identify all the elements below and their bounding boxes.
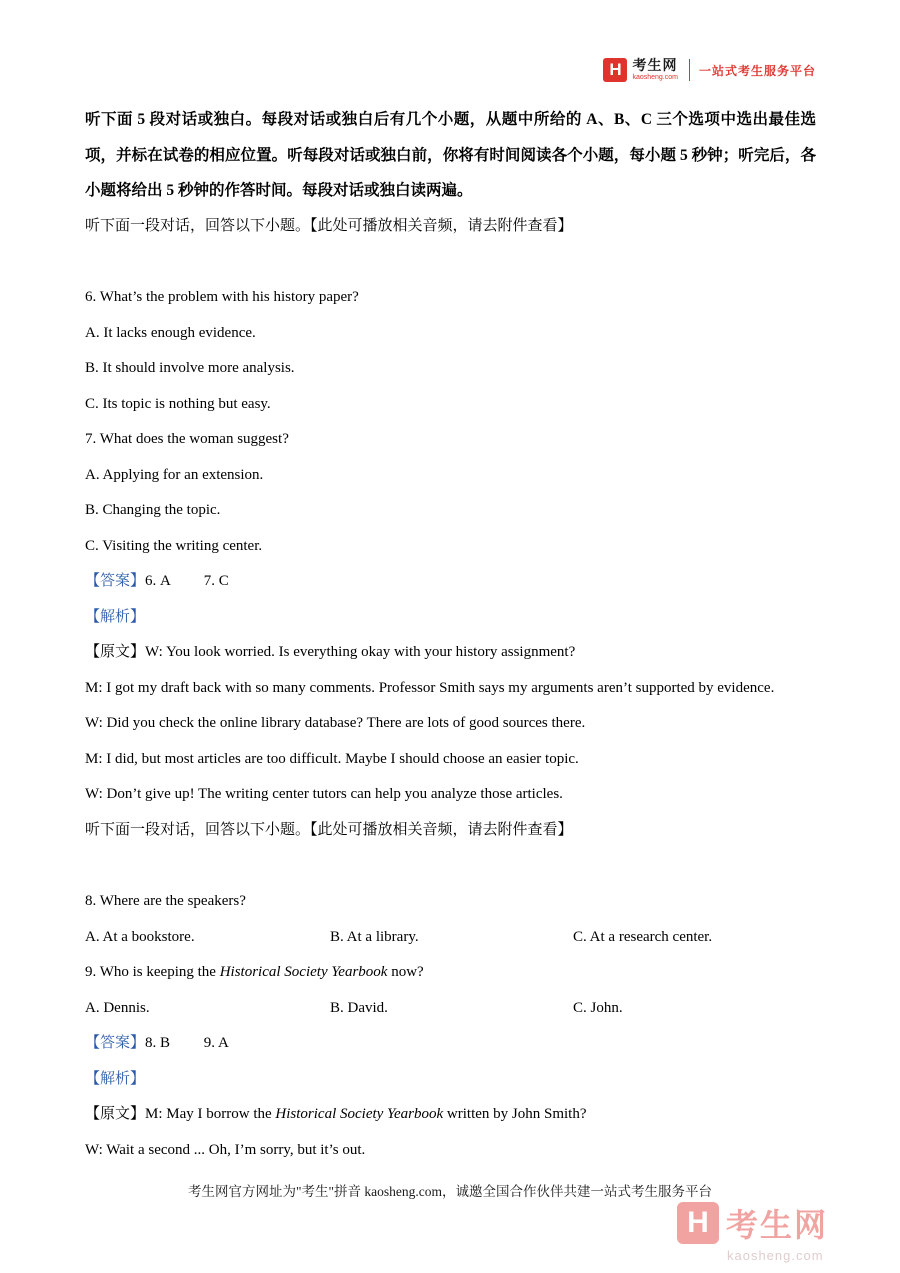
text-segment: 8. B 9. A xyxy=(145,1035,229,1051)
answer-label: 【答案】 xyxy=(85,1035,146,1051)
text-segment: 6. What’s the problem with his history paper? xyxy=(85,289,359,305)
text-segment: W: Did you check the online library database? There are lots of good sources there. xyxy=(85,715,586,731)
text-segment: 6. A 7. C xyxy=(145,573,229,589)
kaosheng-logo-icon: H xyxy=(603,58,627,82)
option-cell: A. At a bookstore. xyxy=(85,928,195,945)
option-cell: C. At a research center. xyxy=(573,928,713,945)
kaosheng-logo-text xyxy=(632,58,678,81)
question-8-options xyxy=(85,920,816,956)
dialog-2-instruction xyxy=(85,813,816,849)
question-6 xyxy=(85,280,816,316)
option-cell: C. John. xyxy=(573,999,623,1016)
dialog-1-instruction xyxy=(85,209,816,245)
answers-8-9 xyxy=(85,1026,816,1062)
text-segment: M: I did, but most articles are too difficult. Maybe I should choose an easier topic. xyxy=(85,750,579,767)
answers-6-7 xyxy=(85,564,816,600)
transcript-2-line-1 xyxy=(85,1097,816,1133)
option-cell: B. At a library. xyxy=(330,928,419,945)
question-9-options xyxy=(85,991,816,1027)
option-cell: B. David. xyxy=(330,999,388,1016)
watermark-brand-domain: kaosheng.com xyxy=(726,1248,824,1263)
analysis-label-1 xyxy=(85,600,816,636)
text-segment: Historical Society Yearbook xyxy=(219,964,388,980)
question-8 xyxy=(85,884,816,920)
text-segment: Historical Society Yearbook xyxy=(275,1106,444,1122)
transcript-2-line-2 xyxy=(85,1133,816,1169)
transcript-1-line-1 xyxy=(85,635,816,671)
question-9 xyxy=(85,955,816,991)
exam-content xyxy=(85,102,816,1168)
question-6-option-b xyxy=(85,351,816,387)
text-segment: 听下面一段对话，回答以下小题。【此处可播放相关音频，请去附件查看】 xyxy=(85,217,573,234)
text-segment: 听下面一段对话，回答以下小题。【此处可播放相关音频，请去附件查看】 xyxy=(85,821,573,838)
analysis-label: 【解析】 xyxy=(85,608,146,625)
text-segment: C. Visiting the writing center. xyxy=(85,537,263,554)
option-cell: A. Dennis. xyxy=(85,999,150,1016)
spacer xyxy=(85,848,816,884)
transcript-1-line-5 xyxy=(85,777,816,813)
text-segment: 【原文】W: You look worried. Is everything okay with your history assignment? xyxy=(85,644,576,660)
question-7-option-c xyxy=(85,529,816,565)
text-segment: M: I got my draft back with so many comments. Professor Smith says my arguments aren’t supported by evidence. xyxy=(85,679,775,696)
transcript-1-line-4 xyxy=(85,742,816,778)
text-segment: 9. Who is keeping the xyxy=(85,964,220,980)
listening-section-instructions xyxy=(85,102,816,209)
watermark-brand-name: 考生网 xyxy=(725,1207,828,1243)
text-segment: 8. Where are the speakers? xyxy=(85,893,246,909)
text-segment: 听下面 5 段对话或独白。每段对话或独白后有几个小题，从题中所给的 A、B、C 三个选项中选出最佳选项，并标在试卷的相应位置。听每段对话或独白前，你将有时间阅读各个小题，每小题 5 秒钟；听完后，各小题将给出 5 秒钟的作答时间。每段对话或独白读两遍。 xyxy=(85,111,816,199)
page-footer: 考生网官方网址为"考生"拼音 kaosheng.com，诚邀全国合作伙伴共建一站式考生服务平台 xyxy=(187,1184,712,1199)
text-segment: now? xyxy=(387,964,424,980)
logo-separator xyxy=(689,59,690,81)
text-segment: B. Changing the topic. xyxy=(85,502,221,518)
brand-name: 考生网 xyxy=(632,57,678,74)
answer-label: 【答案】 xyxy=(85,573,146,589)
spacer xyxy=(85,244,816,280)
text-segment: B. It should involve more analysis. xyxy=(85,360,295,376)
transcript-1-line-2 xyxy=(85,671,816,707)
watermark-row xyxy=(677,1200,828,1246)
text-segment: W: Wait a second ... Oh, I’m sorry, but it’s out. xyxy=(85,1141,366,1158)
kaosheng-watermark xyxy=(677,1200,828,1263)
question-6-option-c xyxy=(85,387,816,423)
question-7-option-a xyxy=(85,458,816,494)
brand-domain: kaosheng.com xyxy=(632,73,678,81)
text-segment: C. Its topic is nothing but easy. xyxy=(85,395,271,412)
question-6-option-a xyxy=(85,316,816,352)
kaosheng-header-logo xyxy=(603,58,816,82)
text-segment: A. Applying for an extension. xyxy=(85,466,264,483)
text-segment: 【原文】M: May I borrow the xyxy=(85,1106,276,1122)
text-segment: A. It lacks enough evidence. xyxy=(85,324,256,341)
text-segment: written by John Smith? xyxy=(443,1106,587,1122)
analysis-label: 【解析】 xyxy=(85,1070,146,1087)
logo-tagline: 一站式考生服务平台 xyxy=(698,63,816,78)
text-segment: W: Don’t give up! The writing center tutors can help you analyze those articles. xyxy=(85,786,563,802)
question-7 xyxy=(85,422,816,458)
question-7-option-b xyxy=(85,493,816,529)
text-segment: 7. What does the woman suggest? xyxy=(85,431,289,447)
transcript-1-line-3 xyxy=(85,706,816,742)
analysis-label-2 xyxy=(85,1062,816,1098)
kaosheng-watermark-icon: H xyxy=(677,1202,719,1244)
